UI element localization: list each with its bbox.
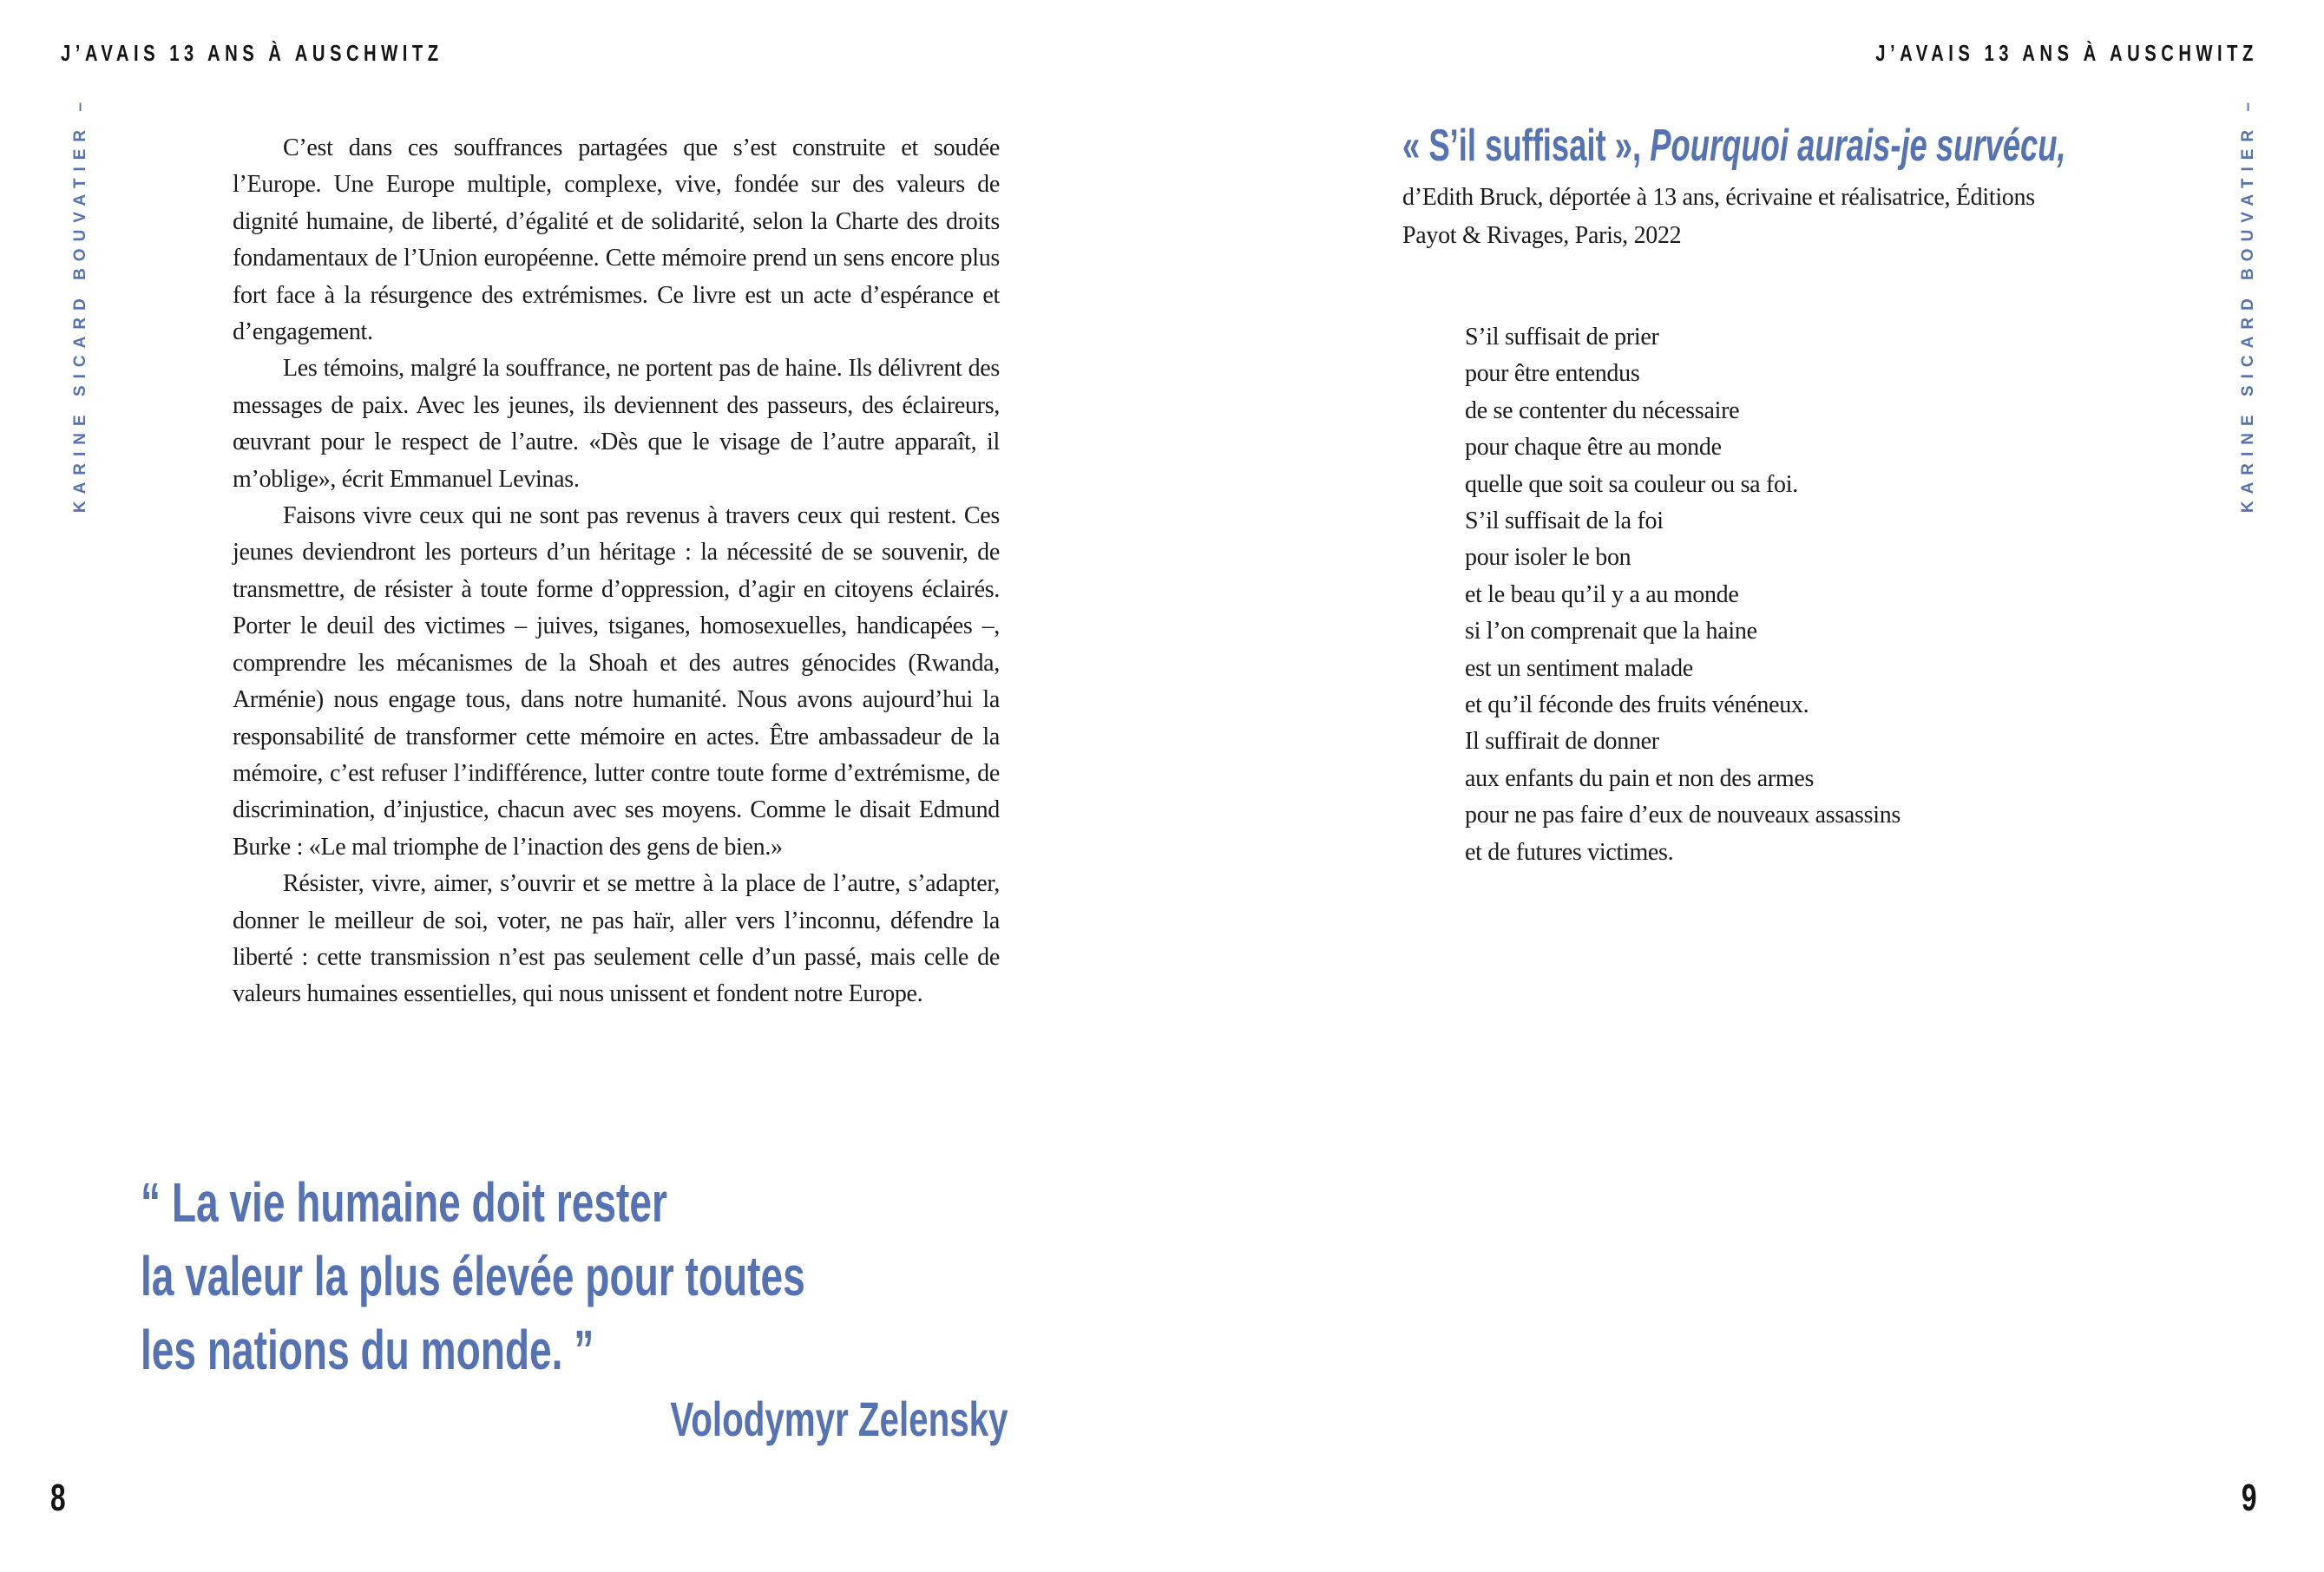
poem	[1465, 319, 1901, 871]
subtitle-line: Payot & Rivages, Paris, 2022	[1402, 222, 1682, 249]
poem-source-title-regular: « S’il suffisait »,	[1402, 121, 1651, 171]
poem-source-title-italic: Pourquoi aurais-je survécu,	[1650, 121, 2066, 171]
poem-line: est un sentiment malade	[1465, 654, 1693, 682]
poem-line: S’il suffisait de prier	[1465, 324, 1659, 350]
subtitle-line: d’Edith Bruck, déportée à 13 ans, écrivaine et réalisatrice, Éditions	[1402, 184, 2035, 211]
poem-line: Il suffirait de donner	[1465, 728, 1659, 756]
paragraph: Faisons vivre ceux qui ne sont pas revenus à travers ceux qui restent. Ces jeunes deviendront les porteurs d’un héritage : la nécessité de se souvenir, de transmettre, de résister à toute forme d’oppression, d’agir en citoyens éclairés. Porter le deuil des victimes – juives, tsiganes, homosexuelles, handicapées –, comprendre les mécanismes de la Shoah et des autres génocides (Rwanda, Arménie) nous engage tous, dans notre humanité. Nous avons aujourd’hui la responsabilité de transformer cette mémoire en actes. Être ambassadeur de la mémoire, c’est refuser l’indifférence, lutter contre toute forme d’extrémisme, de discrimination, d’injustice, chacun avec ses moyens. Comme le disait Edmund Burke : «Le mal triomphe de l’inaction des gens de bien.»	[233, 502, 1000, 861]
poem-source-title	[1402, 121, 2066, 170]
quote-attribution-row	[141, 1392, 1008, 1447]
page-number-right: 9	[2241, 1477, 2256, 1519]
running-head-right: J’AVAIS 13 ANS À AUSCHWITZ	[1875, 40, 2258, 66]
quote-line: la valeur la plus élevée pour toutes	[141, 1245, 805, 1307]
poem-line: pour être entendus	[1465, 360, 1640, 388]
left-body-text	[233, 130, 1000, 1013]
poem-line: et de futures victimes.	[1465, 838, 1674, 866]
poem-line: et le beau qu’il y a au monde	[1465, 580, 1739, 608]
paragraph: C’est dans ces souffrances partagées que s’est construite et soudée l’Europe. Une Europe multiple, complexe, vive, fondée sur des valeurs de dignité humaine, de liberté, d’égalité et de solidarité, selon la Charte des droits fondamentaux de l’Union européenne. Cette mémoire prend un sens encore plus fort face à la résurgence des extrémismes. Ce livre est un acte d’espérance et d’engagement.	[233, 134, 1000, 346]
poem-line: si l’on comprenait que la haine	[1465, 618, 1757, 645]
paragraph: Les témoins, malgré la souffrance, ne portent pas de haine. Ils délivrent des messages de paix. Avec les jeunes, ils deviennent des passeurs, des éclaireurs, œuvrant pour le respect de l’autre. «Dès que le visage de l’autre apparaît, il m’oblige», écrit Emmanuel Levinas.	[233, 355, 1000, 493]
quote-attribution: Volodymyr Zelensky	[670, 1392, 1008, 1446]
paragraph: Résister, vivre, aimer, s’ouvrir et se mettre à la place de l’autre, s’adapter, donner le meilleur de soi, voter, ne pas haïr, aller vers l’inconnu, défendre la liberté : cette transmission n’est pas seulement celle d’un passé, mais celle de valeurs humaines essentielles, qui nous unissent et fondent notre Europe.	[233, 870, 1000, 1008]
poem-line: S’il suffisait de la foi	[1465, 508, 1664, 535]
poem-line: pour chaque être au monde	[1465, 434, 1722, 462]
pull-quote	[141, 1166, 1064, 1387]
poem-line: et qu’il féconde des fruits vénéneux.	[1465, 691, 1809, 719]
quote-line: “ La vie humaine doit rester	[141, 1171, 667, 1234]
author-vertical-left: KARINE SICARD BOUVATIER –	[71, 95, 89, 514]
poem-line: pour ne pas faire d’eux de nouveaux assassins	[1465, 802, 1901, 829]
running-head-left: J’AVAIS 13 ANS À AUSCHWITZ	[61, 40, 443, 66]
page-number-left: 8	[50, 1477, 66, 1519]
poem-line: quelle que soit sa couleur ou sa foi.	[1465, 470, 1798, 498]
author-vertical-right: KARINE SICARD BOUVATIER –	[2239, 95, 2257, 514]
poem-line: aux enfants du pain et non des armes	[1465, 764, 1815, 792]
poem-source-subtitle	[1402, 179, 2035, 255]
poem-line: pour isoler le bon	[1465, 544, 1631, 572]
poem-line: de se contenter du nécessaire	[1465, 396, 1740, 424]
quote-line: les nations du monde. ”	[141, 1319, 594, 1381]
